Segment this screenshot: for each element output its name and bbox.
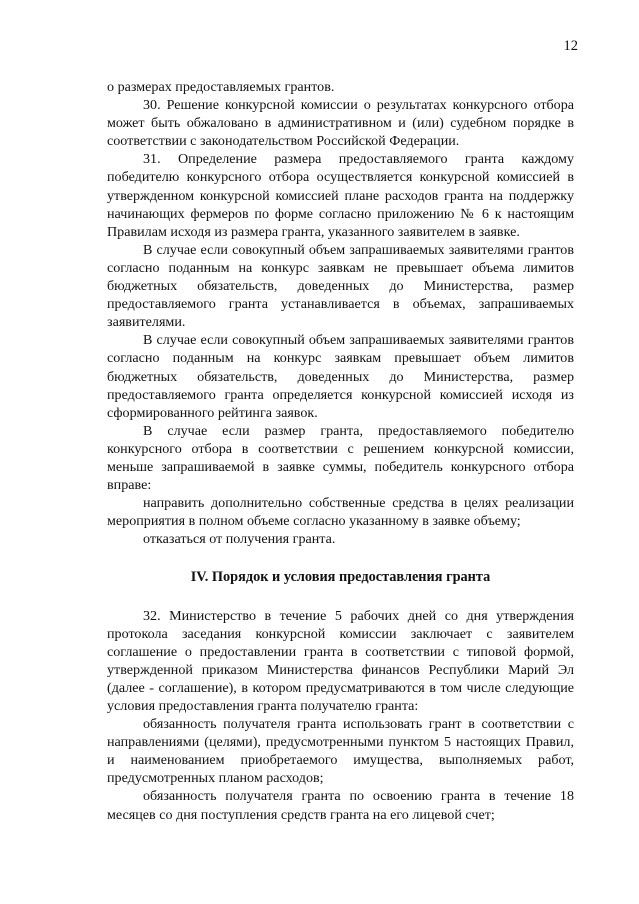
document-body — [107, 78, 574, 824]
page-number: 12 — [563, 38, 578, 54]
paragraph-32: 32. Министерство в течение 5 рабочих дней со дня утверждения протокола заседания конкурсной комиссии заключает с заявителем соглашение о предоставлении гранта в соответствии с типовой формой, утвержденной приказом Министерства финансов Республики Марий Эл (далее - соглашение), в котором предусматриваются в том числе следующие условия предоставления гранта получателю гранта: — [107, 607, 574, 714]
paragraph-obligation-spend: обязанность получателя гранта по освоению гранта в течение 18 месяцев со дня поступления средств гранта на его лицевой счет; — [107, 788, 574, 823]
paragraph-exceeds: В случае если совокупный объем запрашиваемых заявителями грантов согласно поданным на конкурс заявкам превышает объем лимитов бюджетных обязательств, доведенных до Министерства, размер предоставляемого гранта определяется конкурсной комиссией исходя из сформированного рейтинга заявок. — [107, 332, 574, 421]
paragraph-option-additional-funds: направить дополнительно собственные средства в целях реализации мероприятия в полном объеме согласно указанному в заявке объему; — [107, 495, 574, 530]
paragraph-continuation: о размерах предоставляемых грантов. — [107, 79, 335, 95]
paragraph-option-refuse: отказаться от получения гранта. — [143, 531, 336, 548]
paragraph-not-exceeds: В случае если совокупный объем запрашиваемых заявителями грантов согласно поданным на конкурс заявкам не превышает объема лимитов бюджетных обязательств, доведенных до Министерства, размер предоставляемого гранта устанавливается в объемах, запрашиваемых заявителями. — [107, 241, 574, 331]
paragraph-31: 31. Определение размера предоставляемого гранта каждому победителю конкурсного отбора осуществляется конкурсной комиссией в утвержденном конкурсной комиссией плане расходов гранта на поддержку начинающих фермеров по форме согласно приложению № 6 к настоящим Правилам исходя из размера гранта, указанного заявителем в заявке. — [107, 151, 574, 240]
paragraph-grant-less: В случае если размер гранта, предоставляемого победителю конкурсного отбора в соответствии с решением конкурсной комиссии, меньше запрашиваемой в заявке суммы, победитель конкурсного отбора вправе: — [107, 422, 574, 494]
section-heading: IV. Порядок и условия предоставления гранта — [190, 569, 491, 586]
paragraph-30: 30. Решение конкурсной комиссии о результатах конкурсного отбора может быть обжаловано в административном и (или) судебном порядке в соответствии с законодательством Российской Федерации. — [107, 97, 574, 150]
paragraph-obligation-use: обязанность получателя гранта использовать грант в соответствии с направлениями (целями), предусмотренными пунктом 5 настоящих Правил, и наименованием приобретаемого имущества, выполняемых работ, предусмотренных планом расходов; — [107, 716, 574, 787]
